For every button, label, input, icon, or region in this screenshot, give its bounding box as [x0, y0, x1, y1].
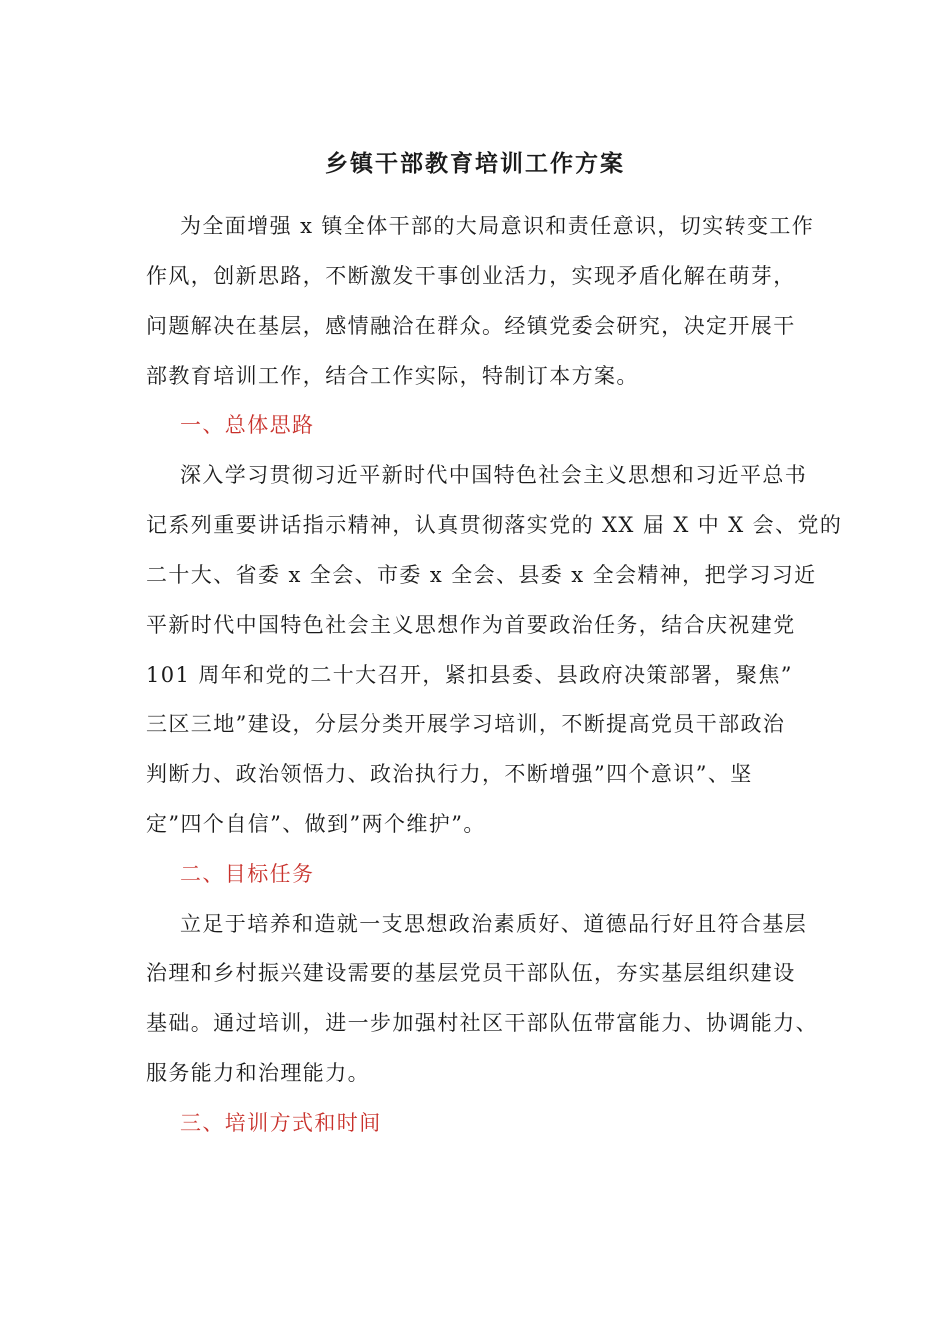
section1-line: 判断力、政治领悟力、政治执行力，不断增强”四个意识”、坚 [146, 762, 753, 786]
section1-line: 101 周年和党的二十大召开，紧扣县委、县政府决策部署，聚焦” [146, 663, 793, 687]
intro-line: 作风，创新思路，不断激发干事创业活力，实现矛盾化解在萌芽， [146, 264, 796, 288]
section2-heading: 二、目标任务 [180, 862, 315, 886]
section3-heading: 三、培训方式和时间 [180, 1111, 382, 1135]
document-title: 乡镇干部教育培训工作方案 [325, 150, 625, 177]
section1-line: 记系列重要讲话指示精神，认真贯彻落实党的 XX 届 X 中 X 会、党的 [146, 513, 843, 537]
section1-line: 定”四个自信”、做到”两个维护”。 [146, 812, 486, 836]
section1-line: 深入学习贯彻习近平新时代中国特色社会主义思想和习近平总书 [180, 463, 808, 487]
section2-line: 服务能力和治理能力。 [146, 1061, 370, 1085]
section2-line: 治理和乡村振兴建设需要的基层党员干部队伍，夯实基层组织建设 [146, 961, 796, 985]
section1-line: 二十大、省委 x 全会、市委 x 全会、县委 x 全会精神，把学习习近 [146, 563, 817, 587]
intro-line: 部教育培训工作，结合工作实际，特制订本方案。 [146, 364, 639, 388]
section1-heading: 一、总体思路 [180, 413, 315, 437]
section2-line: 基础。通过培训，进一步加强村社区干部队伍带富能力、协调能力、 [146, 1011, 818, 1035]
intro-line: 为全面增强 x 镇全体干部的大局意识和责任意识，切实转变工作 [180, 214, 815, 238]
section1-line: 三区三地”建设，分层分类开展学习培训，不断提高党员干部政治 [146, 712, 786, 736]
section2-line: 立足于培养和造就一支思想政治素质好、道德品行好且符合基层 [180, 912, 808, 936]
section1-line: 平新时代中国特色社会主义思想作为首要政治任务，结合庆祝建党 [146, 613, 796, 637]
intro-line: 问题解决在基层，感情融洽在群众。经镇党委会研究，决定开展干 [146, 314, 796, 338]
